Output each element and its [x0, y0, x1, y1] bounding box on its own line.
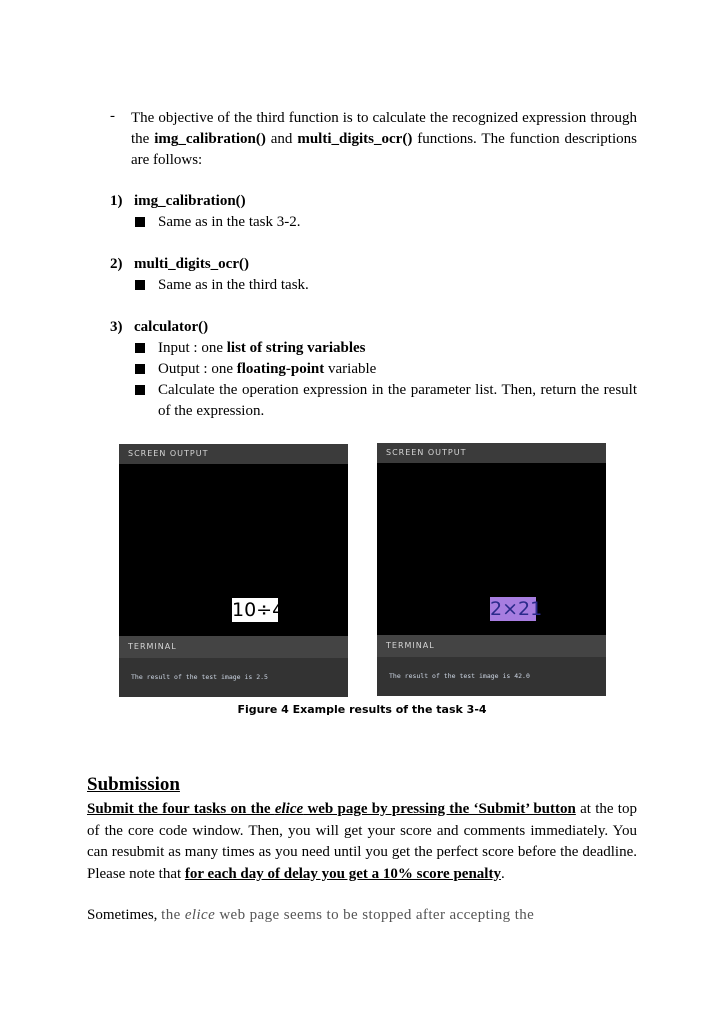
terminal-label: TERMINAL [377, 635, 606, 657]
square-bullet-icon [135, 343, 145, 353]
square-bullet-icon [135, 280, 145, 290]
square-bullet-icon [135, 364, 145, 374]
section-3-item-input: Input : one list of string variables [131, 338, 637, 359]
section-1-item: Same as in the task 3-2. [131, 212, 637, 233]
screenshot-left [119, 444, 348, 697]
screen-output-label: SCREEN OUTPUT [119, 444, 348, 464]
screen-output-area [377, 463, 606, 635]
dash-bullet: - [110, 108, 115, 124]
terminal-output: The result of the test image is 42.0 [377, 657, 606, 696]
submission-heading: Submission [87, 774, 180, 795]
fn-img-calibration: img_calibration() [154, 131, 266, 147]
square-bullet-icon [135, 217, 145, 227]
expression-image: 10÷4 [232, 599, 285, 621]
square-bullet-icon [135, 385, 145, 395]
expression-image: 2×21 [490, 598, 543, 620]
screen-output-area [119, 464, 348, 636]
terminal-label: TERMINAL [119, 636, 348, 658]
section-3-item-output: Output : one floating-point variable [131, 359, 637, 380]
screen-output-label: SCREEN OUTPUT [377, 443, 606, 463]
section-2-title: 2) multi_digits_ocr() [110, 256, 249, 272]
section-3-item-calc: Calculate the operation expression in the parameter list. Then, return the result of the expression. [131, 380, 637, 422]
section-2-item: Same as in the third task. [131, 275, 637, 296]
penalty-note: for each day of delay you get a 10% score penalty [184, 865, 501, 882]
fn-multi-digits-ocr: multi_digits_ocr() [297, 131, 413, 147]
terminal-output: The result of the test image is 2.5 [119, 658, 348, 697]
section-1-title: 1) img_calibration() [110, 193, 246, 209]
screenshot-right [377, 443, 606, 696]
submission-paragraph: Submit the four tasks on the elice web page by pressing the ‘Submit’ button at the top of the core code window. Then, you will get your score and comments immediately. You can resubmit as many times as you need until you get the perfect score before the deadline. Please note that for each day of delay you get a 10% score penalty. [87, 801, 637, 882]
intro-paragraph: The objective of the third function is to calculate the recognized expression through the img_calibration() and multi_digits_ocr() functions. The function descriptions are follows: [131, 110, 637, 168]
submission-note: Sometimes, the elice web page seems to be stopped after accepting the [87, 907, 535, 923]
figure-caption: Figure 4 Example results of the task 3-4 [237, 703, 487, 716]
section-3-title: 3) calculator() [110, 319, 209, 335]
